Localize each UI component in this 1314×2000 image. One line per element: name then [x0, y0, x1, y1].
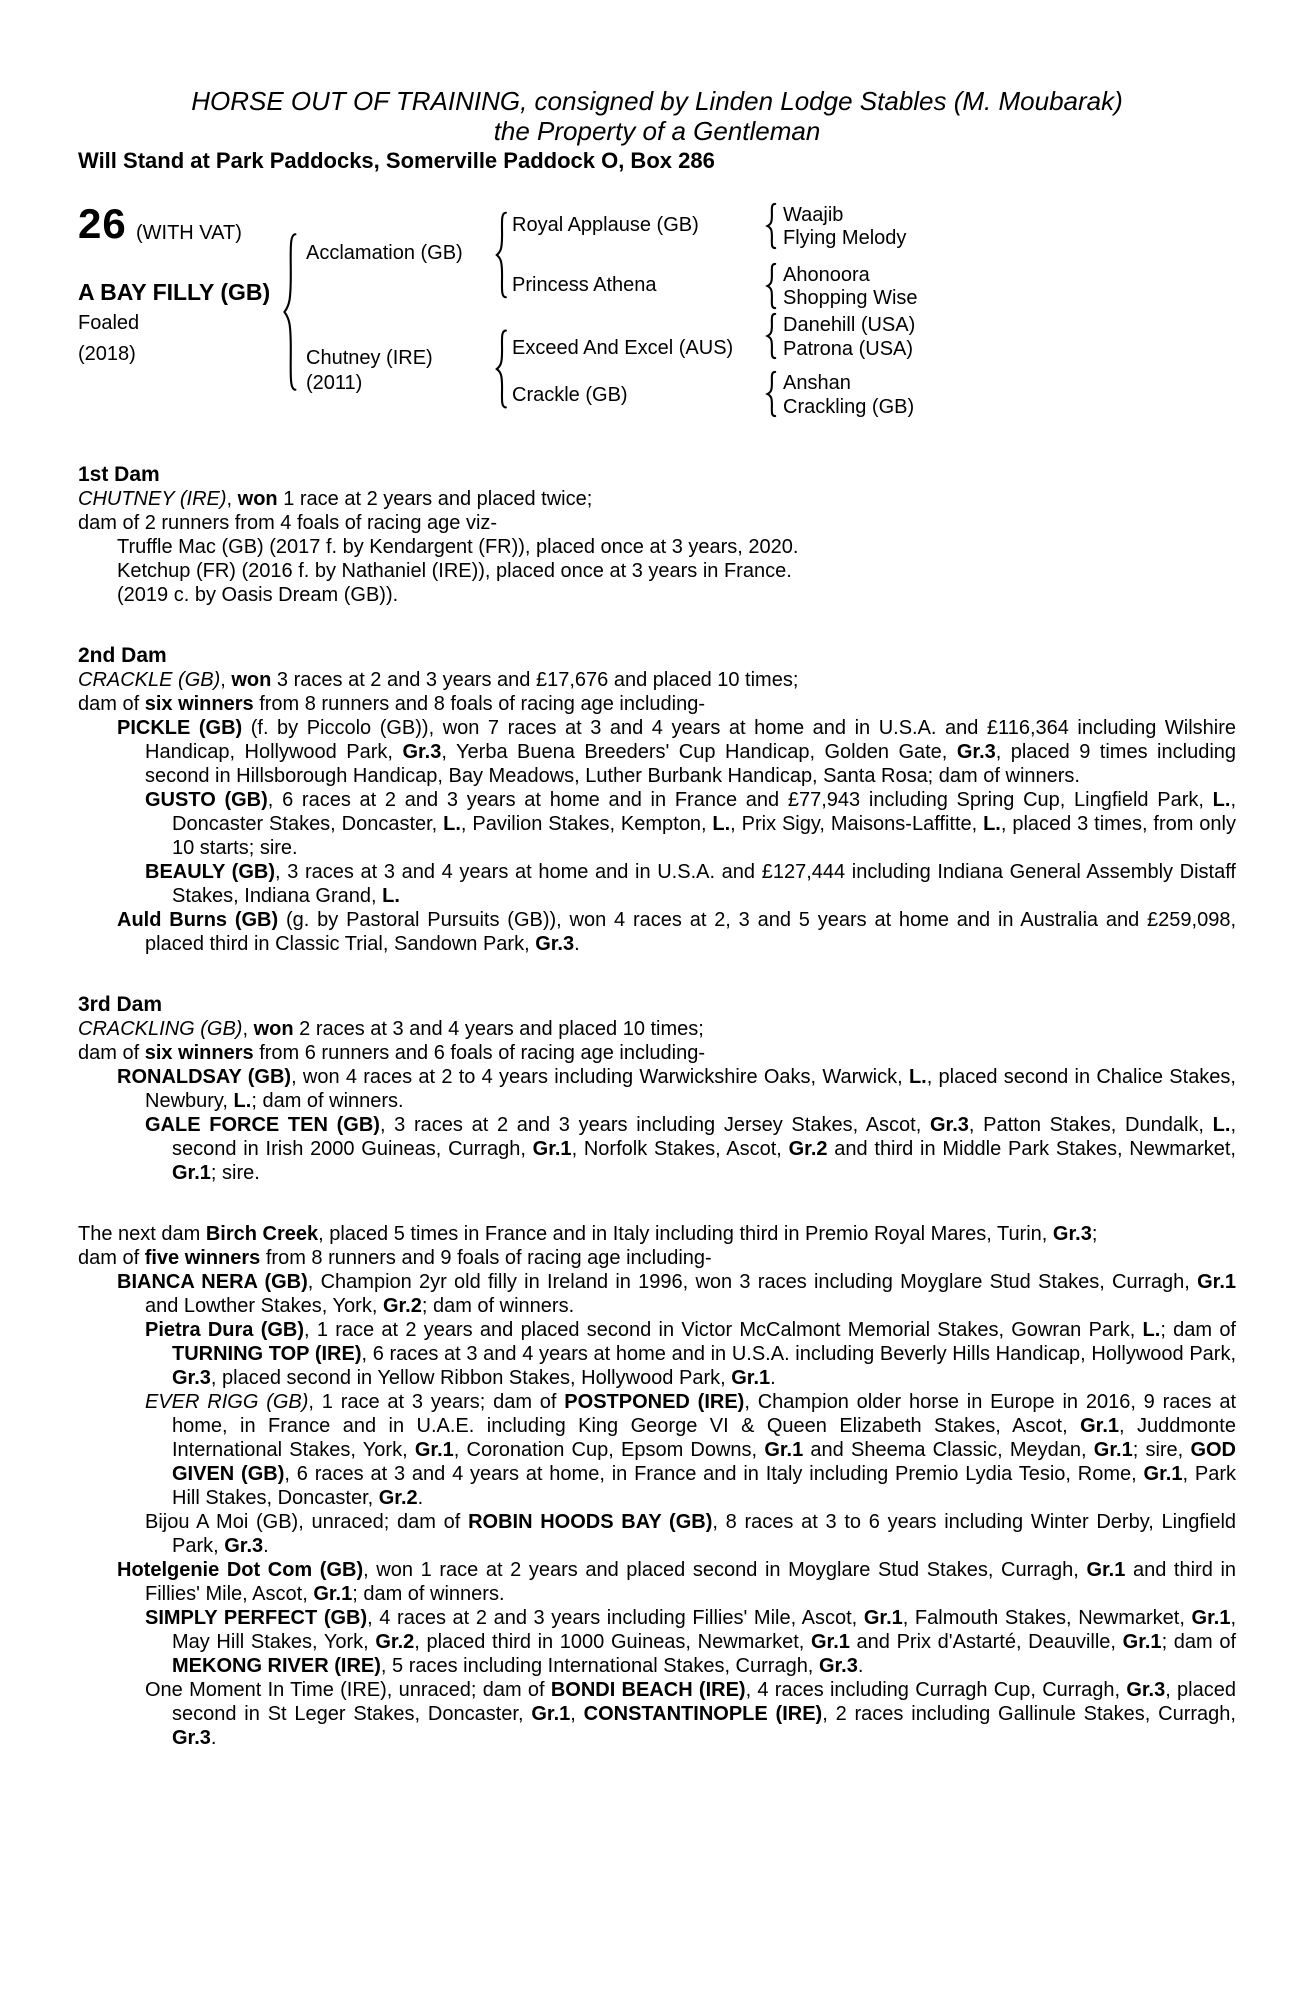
- text-segment: Gr.2: [375, 1631, 415, 1653]
- text-segment: Auld Burns (GB): [117, 909, 279, 931]
- vat-label: (WITH VAT): [136, 222, 242, 244]
- text-segment: , Yerba Buena Breeders' Cup Handicap, Golden Gate,: [441, 741, 957, 763]
- text-segment: and Sheema Classic, Meydan,: [803, 1439, 1094, 1461]
- text-segment: and third in Fillies' Mile, Ascot,: [145, 1559, 1237, 1605]
- text-segment: Gr.1: [531, 1703, 571, 1725]
- text-segment: , won 1 race at 2 years and placed second in Moyglare Stud Stakes, Curragh,: [363, 1559, 1087, 1581]
- gen3-brace-4: [765, 371, 777, 417]
- text-segment: L.: [983, 813, 1001, 835]
- text-segment: ;: [1091, 1223, 1098, 1245]
- text-segment: , 1 race at 3 years; dam of: [308, 1391, 565, 1413]
- text-segment: BONDI BEACH (IRE): [550, 1679, 746, 1701]
- section-heading: 1st Dam: [78, 463, 160, 486]
- sire-name: Acclamation (GB): [306, 242, 463, 264]
- catalog-paragraph: [145, 860, 1236, 908]
- text-segment: L.: [443, 813, 461, 835]
- dam-section: [78, 993, 1236, 1185]
- foaled-label: Foaled: [78, 312, 140, 334]
- catalog-paragraph: [117, 716, 1237, 788]
- text-segment: Gr.2: [788, 1138, 828, 1160]
- text-segment: Gr.3: [1126, 1679, 1166, 1701]
- text-segment: , Prix Sigy, Maisons-Laffitte,: [730, 813, 984, 835]
- dam-section: [78, 644, 1236, 956]
- text-segment: Truffle Mac (GB) (2017 f. by Kendargent (FR)), placed once at 3 years, 2020.: [117, 536, 799, 558]
- text-segment: Gr.1: [1143, 1463, 1183, 1485]
- text-segment: ; dam of: [1160, 1319, 1236, 1341]
- section-heading: 2nd Dam: [78, 644, 167, 667]
- text-segment: L.: [1142, 1319, 1161, 1341]
- catalog-paragraph: [117, 535, 1236, 559]
- catalog-paragraph: [117, 559, 1236, 583]
- text-segment: ; dam of winners.: [352, 1583, 505, 1605]
- catalog-paragraph: [117, 1558, 1237, 1606]
- text-segment: , placed second in St Leger Stakes, Doncaster,: [172, 1679, 1236, 1725]
- text-segment: , 6 races at 2 and 3 years at home and in France and £77,943 including Spring Cup, Lingfield Park,: [267, 789, 1213, 811]
- text-segment: Bijou A Moi (GB), unraced; dam of: [145, 1511, 469, 1533]
- text-segment: Ketchup (FR) (2016 f. by Nathaniel (IRE)), placed once at 3 years in France.: [117, 560, 792, 582]
- text-segment: , Park Hill Stakes, Doncaster,: [172, 1463, 1236, 1509]
- text-segment: , second in Irish 2000 Guineas, Curragh,: [172, 1114, 1236, 1160]
- text-segment: Gr.2: [378, 1487, 418, 1509]
- text-segment: , Champion older horse in Europe in 2016, 9 races at home, in France and in U.A.E. including King George VI & Queen Elizabeth Stakes, Ascot,: [172, 1391, 1237, 1437]
- text-segment: (g. by Pastoral Pursuits (GB)), won 4 races at 2, 3 and 5 years at home and in Australia and £259,098, placed third in Classic Trial, Sandown Park,: [145, 909, 1237, 955]
- text-segment: , 4 races at 2 and 3 years including Fillies' Mile, Ascot,: [367, 1607, 864, 1629]
- text-segment: ,: [242, 1018, 254, 1040]
- text-segment: , placed second in Yellow Ribbon Stakes, Hollywood Park,: [210, 1367, 732, 1389]
- text-segment: , Falmouth Stakes, Newmarket,: [902, 1607, 1192, 1629]
- text-segment: , 5 races including International Stakes, Curragh,: [380, 1655, 819, 1677]
- text-segment: L.: [1212, 789, 1231, 811]
- text-segment: GUSTO (GB): [145, 789, 268, 811]
- stand-location-line: Will Stand at Park Paddocks, Somerville Paddock O, Box 286: [78, 148, 715, 173]
- catalog-paragraph: [145, 1510, 1237, 1558]
- text-segment: Gr.1: [731, 1367, 771, 1389]
- sire-dam-name: Princess Athena: [512, 274, 657, 296]
- text-segment: Gr.3: [172, 1727, 211, 1749]
- text-segment: , 3 races at 3 and 4 years at home and in U.S.A. and £127,444 including Indiana General Assembly Distaff Stakes, Indiana Grand,: [172, 861, 1236, 907]
- text-segment: .: [857, 1655, 864, 1677]
- text-segment: Gr.1: [313, 1583, 353, 1605]
- sire-dam-dam-name: Shopping Wise: [783, 287, 918, 309]
- text-segment: Gr.1: [1122, 1631, 1162, 1653]
- catalog-paragraph: [78, 1041, 1236, 1065]
- text-segment: Gr.3: [402, 741, 442, 763]
- sire-sire-dam-name: Flying Melody: [783, 227, 907, 249]
- catalog-sections: [78, 463, 1236, 1750]
- text-segment: dam of: [78, 693, 145, 715]
- text-segment: six winners: [144, 693, 254, 715]
- text-segment: GALE FORCE TEN (GB): [145, 1114, 380, 1136]
- text-segment: .: [417, 1487, 424, 1509]
- text-segment: Gr.1: [1093, 1439, 1133, 1461]
- text-segment: EVER RIGG (GB): [145, 1391, 309, 1413]
- section-heading: 3rd Dam: [78, 993, 163, 1016]
- dam-dam-name: Crackle (GB): [512, 384, 628, 406]
- text-segment: , May Hill Stakes, York,: [172, 1607, 1237, 1653]
- dam-sire-dam-name: Patrona (USA): [783, 338, 914, 360]
- text-segment: Gr.3: [535, 933, 575, 955]
- text-segment: Gr.1: [1086, 1559, 1126, 1581]
- text-segment: and third in Middle Park Stakes, Newmarket,: [827, 1138, 1236, 1160]
- text-segment: , Norfolk Stakes, Ascot,: [571, 1138, 789, 1160]
- catalog-paragraph: [78, 692, 1236, 716]
- property-line: the Property of a Gentleman: [493, 116, 821, 146]
- text-segment: 1 race at 2 years and placed twice;: [277, 488, 593, 510]
- text-segment: (f. by Piccolo (GB)), won 7 races at 3 and 4 years at home and in U.S.A. and £116,364 including Wilshire Handicap, Hollywood Park,: [145, 717, 1236, 763]
- dam-section: [78, 1222, 1236, 1750]
- text-segment: Gr.3: [172, 1367, 211, 1389]
- text-segment: , placed 3 times, from only 10 starts; sire.: [172, 813, 1236, 859]
- text-segment: ; sire.: [210, 1162, 260, 1184]
- text-segment: ; dam of winners.: [421, 1295, 575, 1317]
- text-segment: CHUTNEY (IRE): [78, 488, 227, 510]
- horse-name: A BAY FILLY (GB): [78, 279, 271, 305]
- text-segment: , 1 race at 2 years and placed second in Victor McCalmont Memorial Stakes, Gowran Park,: [304, 1319, 1143, 1341]
- text-segment: ; dam of winners.: [251, 1090, 404, 1112]
- text-segment: Gr.1: [1197, 1271, 1236, 1293]
- text-segment: L.: [1212, 1114, 1231, 1136]
- dam-dam-dam-name: Crackling (GB): [783, 396, 915, 418]
- text-segment: One Moment In Time (IRE), unraced; dam of: [145, 1679, 551, 1701]
- text-segment: , 6 races at 3 and 4 years at home, in France and in Italy including Premio Lydia Tesio, Rome,: [284, 1463, 1144, 1485]
- text-segment: RONALDSAY (GB): [117, 1066, 292, 1088]
- catalog-paragraph: [78, 487, 1236, 511]
- text-segment: MEKONG RIVER (IRE): [172, 1655, 381, 1677]
- text-segment: Pietra Dura (GB): [145, 1319, 305, 1341]
- catalog-paragraph: [78, 1222, 1236, 1246]
- text-segment: won: [231, 669, 272, 691]
- text-segment: , placed second in Chalice Stakes, Newbury,: [145, 1066, 1236, 1112]
- catalog-paragraph: [145, 788, 1236, 860]
- text-segment: .: [263, 1535, 269, 1557]
- text-segment: ROBIN HOODS BAY (GB): [468, 1511, 713, 1533]
- text-segment: Gr.1: [810, 1631, 850, 1653]
- text-segment: Gr.3: [1052, 1223, 1092, 1245]
- gen3-brace-2: [765, 263, 777, 309]
- text-segment: Hotelgenie Dot Com (GB): [117, 1559, 364, 1581]
- text-segment: , 3 races at 2 and 3 years including Jersey Stakes, Ascot,: [379, 1114, 930, 1136]
- catalog-paragraph: [145, 1678, 1236, 1750]
- text-segment: from 8 runners and 8 foals of racing age including-: [253, 693, 706, 715]
- text-segment: won: [237, 488, 278, 510]
- lot-number: 26: [78, 200, 127, 247]
- text-segment: BIANCA NERA (GB): [117, 1271, 308, 1293]
- catalog-paragraph: [78, 1246, 1236, 1270]
- text-segment: PICKLE (GB): [117, 717, 243, 739]
- text-segment: SIMPLY PERFECT (GB): [145, 1607, 368, 1629]
- text-segment: ,: [220, 669, 232, 691]
- text-segment: Gr.3: [224, 1535, 264, 1557]
- text-segment: , Pavilion Stakes, Kempton,: [460, 813, 713, 835]
- sire-parents-brace: [494, 211, 508, 299]
- text-segment: ,: [226, 488, 238, 510]
- text-segment: , placed 9 times including second in Hillsborough Handicap, Bay Meadows, Luther Burbank Handicap, Santa Rosa; dam of winners.: [145, 741, 1237, 787]
- text-segment: CRACKLING (GB): [78, 1018, 243, 1040]
- text-segment: (2019 c. by Oasis Dream (GB)).: [117, 584, 399, 606]
- sire-dam-sire-name: Ahonoora: [783, 264, 870, 286]
- text-segment: L.: [233, 1090, 252, 1112]
- text-segment: , won 4 races at 2 to 4 years including Warwickshire Oaks, Warwick,: [291, 1066, 909, 1088]
- catalog-paragraph: [145, 1318, 1236, 1390]
- catalog-paragraph: [117, 1065, 1236, 1113]
- text-segment: Gr.3: [956, 741, 996, 763]
- text-segment: ; sire,: [1132, 1439, 1191, 1461]
- text-segment: , placed third in 1000 Guineas, Newmarket,: [414, 1631, 811, 1653]
- gen3-brace-1: [765, 203, 777, 249]
- text-segment: six winners: [144, 1042, 254, 1064]
- text-segment: .: [210, 1727, 217, 1749]
- text-segment: from 6 runners and 6 foals of racing age including-: [253, 1042, 706, 1064]
- text-segment: , 2 races including Gallinule Stakes, Curragh,: [822, 1703, 1236, 1725]
- text-segment: five winners: [144, 1247, 261, 1269]
- consignor-header: [78, 86, 1236, 146]
- text-segment: 3 races at 2 and 3 years and £17,676 and placed 10 times;: [271, 669, 799, 691]
- catalog-paragraph: [145, 1113, 1236, 1185]
- text-segment: Gr.3: [929, 1114, 969, 1136]
- text-segment: , Doncaster Stakes, Doncaster,: [172, 789, 1236, 835]
- catalog-paragraph: [117, 1270, 1236, 1318]
- text-segment: POSTPONED (IRE): [564, 1391, 745, 1413]
- catalog-paragraph: [117, 583, 1236, 607]
- text-segment: GOD GIVEN (GB): [172, 1439, 1236, 1485]
- text-segment: and Prix d'Astarté, Deauville,: [849, 1631, 1123, 1653]
- text-segment: The next dam: [78, 1223, 206, 1245]
- text-segment: , 4 races including Curragh Cup, Curragh,: [745, 1679, 1127, 1701]
- text-segment: dam of 2 runners from 4 foals of racing age viz-: [78, 512, 498, 534]
- pedigree-table: [78, 200, 1236, 423]
- dam-dam-sire-name: Anshan: [783, 372, 851, 394]
- text-segment: won: [253, 1018, 294, 1040]
- text-segment: L.: [712, 813, 731, 835]
- catalog-paragraph: [78, 511, 1236, 535]
- sire-sire-name: Royal Applause (GB): [512, 214, 699, 236]
- gen3-brace-3: [765, 313, 777, 359]
- sire-sire-sire-name: Waajib: [783, 204, 844, 226]
- text-segment: Gr.1: [414, 1439, 454, 1461]
- dam-name: Chutney (IRE): [306, 347, 433, 369]
- dam-section: [78, 463, 1236, 607]
- text-segment: , placed 5 times in France and in Italy including third in Premio Royal Mares, Turin,: [318, 1223, 1053, 1245]
- catalog-paragraph: [145, 1390, 1237, 1510]
- text-segment: Gr.2: [382, 1295, 422, 1317]
- text-segment: .: [574, 933, 580, 955]
- text-segment: CRACKLE (GB): [78, 669, 221, 691]
- text-segment: Gr.1: [172, 1162, 211, 1184]
- dam-sire-sire-name: Danehill (USA): [783, 314, 916, 336]
- catalog-paragraph: [78, 668, 1236, 692]
- text-segment: from 8 runners and 9 foals of racing age including-: [260, 1247, 712, 1269]
- text-segment: , 8 races at 3 to 6 years including Winter Derby, Lingfield Park,: [172, 1511, 1237, 1557]
- text-segment: Gr.1: [1191, 1607, 1231, 1629]
- text-segment: Gr.1: [863, 1607, 903, 1629]
- text-segment: TURNING TOP (IRE): [172, 1343, 362, 1365]
- pedigree-main-brace: [281, 231, 298, 393]
- text-segment: Birch Creek: [205, 1223, 319, 1245]
- text-segment: , Juddmonte International Stakes, York,: [172, 1415, 1236, 1461]
- text-segment: , Champion 2yr old filly in Ireland in 1996, won 3 races including Moyglare Stud Stakes, Curragh,: [307, 1271, 1198, 1293]
- text-segment: , 6 races at 3 and 4 years at home and in U.S.A. including Beverly Hills Handicap, Hollywood Park,: [361, 1343, 1236, 1365]
- text-segment: 2 races at 3 and 4 years and placed 10 times;: [293, 1018, 704, 1040]
- consignor-line: HORSE OUT OF TRAINING, consigned by Linden Lodge Stables (M. Moubarak): [191, 86, 1123, 116]
- text-segment: Gr.3: [818, 1655, 858, 1677]
- text-segment: CONSTANTINOPLE (IRE): [583, 1703, 823, 1725]
- catalog-paragraph: [117, 908, 1237, 956]
- text-segment: ; dam of: [1161, 1631, 1236, 1653]
- text-segment: Gr.1: [532, 1138, 572, 1160]
- text-segment: , Coronation Cup, Epsom Downs,: [453, 1439, 765, 1461]
- dam-year: (2011): [306, 372, 363, 394]
- text-segment: , Patton Stakes, Dundalk,: [968, 1114, 1213, 1136]
- text-segment: .: [770, 1367, 776, 1389]
- text-segment: dam of: [78, 1247, 145, 1269]
- text-segment: L.: [382, 885, 400, 907]
- text-segment: and Lowther Stakes, York,: [145, 1295, 383, 1317]
- text-segment: Gr.1: [1080, 1415, 1120, 1437]
- dam-parents-brace: [494, 329, 508, 409]
- foaled-year: (2018): [78, 343, 136, 365]
- text-segment: ,: [570, 1703, 584, 1725]
- catalog-paragraph: [145, 1606, 1237, 1678]
- dam-sire-name: Exceed And Excel (AUS): [512, 337, 734, 359]
- text-segment: BEAULY (GB): [145, 861, 275, 883]
- text-segment: dam of: [78, 1042, 145, 1064]
- catalog-paragraph: [78, 1017, 1236, 1041]
- text-segment: Gr.1: [764, 1439, 804, 1461]
- text-segment: L.: [908, 1066, 927, 1088]
